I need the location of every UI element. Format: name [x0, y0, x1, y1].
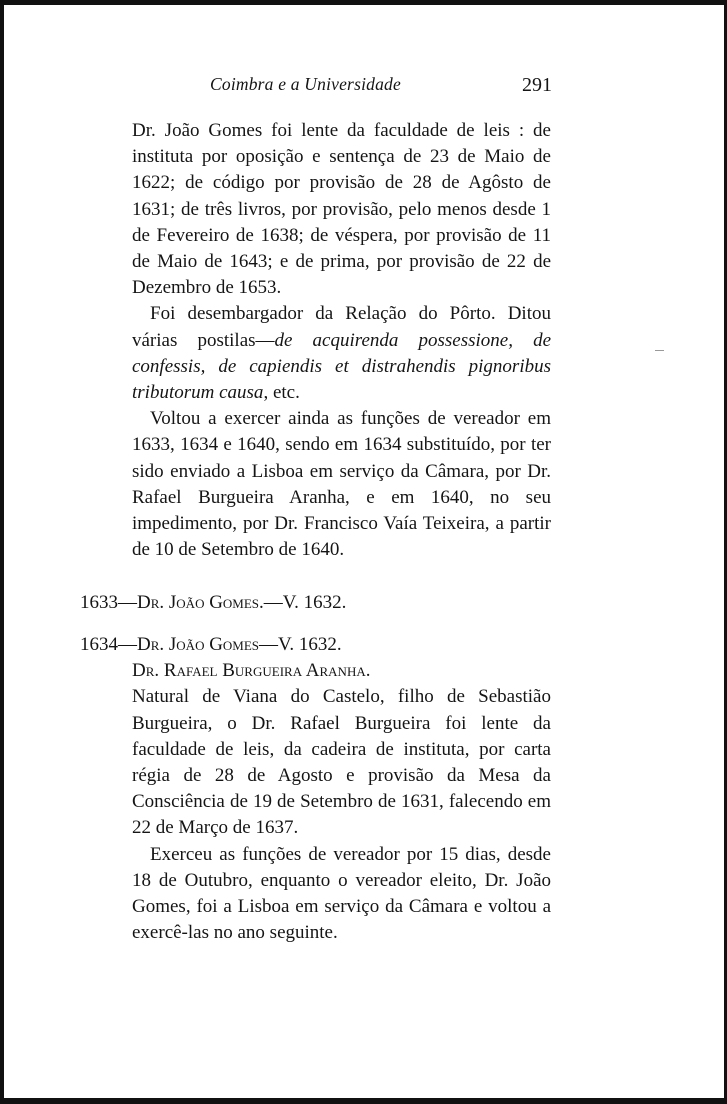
paragraph-2-italic: de acquirenda possessione, de confessis, de capiendis et distrahendis pignoribus tributorum causa: [132, 329, 551, 404]
paragraph-2-start: Foi desembargador da Relação do Pôrto. Ditou várias postilas—: [132, 303, 551, 351]
entry-1634-line: [80, 632, 551, 658]
entry-1634-year: 1634—: [80, 634, 137, 655]
paragraph-1: Dr. João Gomes foi lente da faculdade de leis : de instituta por oposição e sentença de 23 de Maio de 1622; de código por provisão de 28 de Agôsto de 1631; de três livros, por provisão, pelo menos desde 1 de Fevereiro de 1638; de véspera, por provisão de 11 de Maio de 1643; e de prima, por provisão de 22 de Dezembro de 1653.: [132, 120, 551, 299]
entry-1634-second-name: Dr. Rafael Burgueira Aranha.: [132, 660, 371, 682]
margin-mark: [655, 350, 664, 351]
entry-1634-paragraph-2: Exerceu as funções de vereador por 15 dias, desde 18 de Outubro, enquanto o vereador eleito, Dr. João Gomes, foi a Lisboa em serviço da Câmara e voltou a exercê-las no ano seguinte.: [132, 843, 551, 944]
paragraph-2: [132, 301, 551, 406]
paragraph-3: Voltou a exercer ainda as funções de vereador em 1633, 1634 e 1640, sendo em 1634 substituído, por ter sido enviado a Lisboa em serviço da Câmara, por Dr. Rafael Burgueira Aranha, e em 1640, no seu impedimento, por Dr. Francisco Vaía Teixeira, a partir de 10 de Setembro de 1640.: [132, 408, 551, 561]
body-text: [132, 118, 551, 563]
running-head: [132, 72, 552, 102]
entry-1634-details: [132, 658, 551, 946]
entry-1633-name: Dr. João Gomes.: [137, 592, 264, 613]
entry-1633-line: [80, 590, 551, 616]
running-title: Coimbra e a Universidade: [210, 74, 401, 94]
entry-1634-name: Dr. João Gomes: [137, 634, 260, 655]
entry-1633: [80, 590, 551, 616]
page-number: 291: [522, 74, 552, 96]
entry-1633-year: 1633—: [80, 592, 137, 613]
entry-1634-paragraph-1: Natural de Viana do Castelo, filho de Sebastião Burgueira, o Dr. Rafael Burgueira foi lente da faculdade de leis, da cadeira de instituta, por carta régia de 28 de Agosto e provisão da Mesa da Consciência de 19 de Setembro de 1631, falecendo em 22 de Março de 1637.: [132, 686, 551, 839]
entry-1634: [80, 632, 551, 946]
entry-1633-ref: —V. 1632.: [263, 592, 347, 613]
paragraph-2-end: , etc.: [263, 382, 300, 404]
entry-1634-ref: —V. 1632.: [259, 634, 342, 655]
